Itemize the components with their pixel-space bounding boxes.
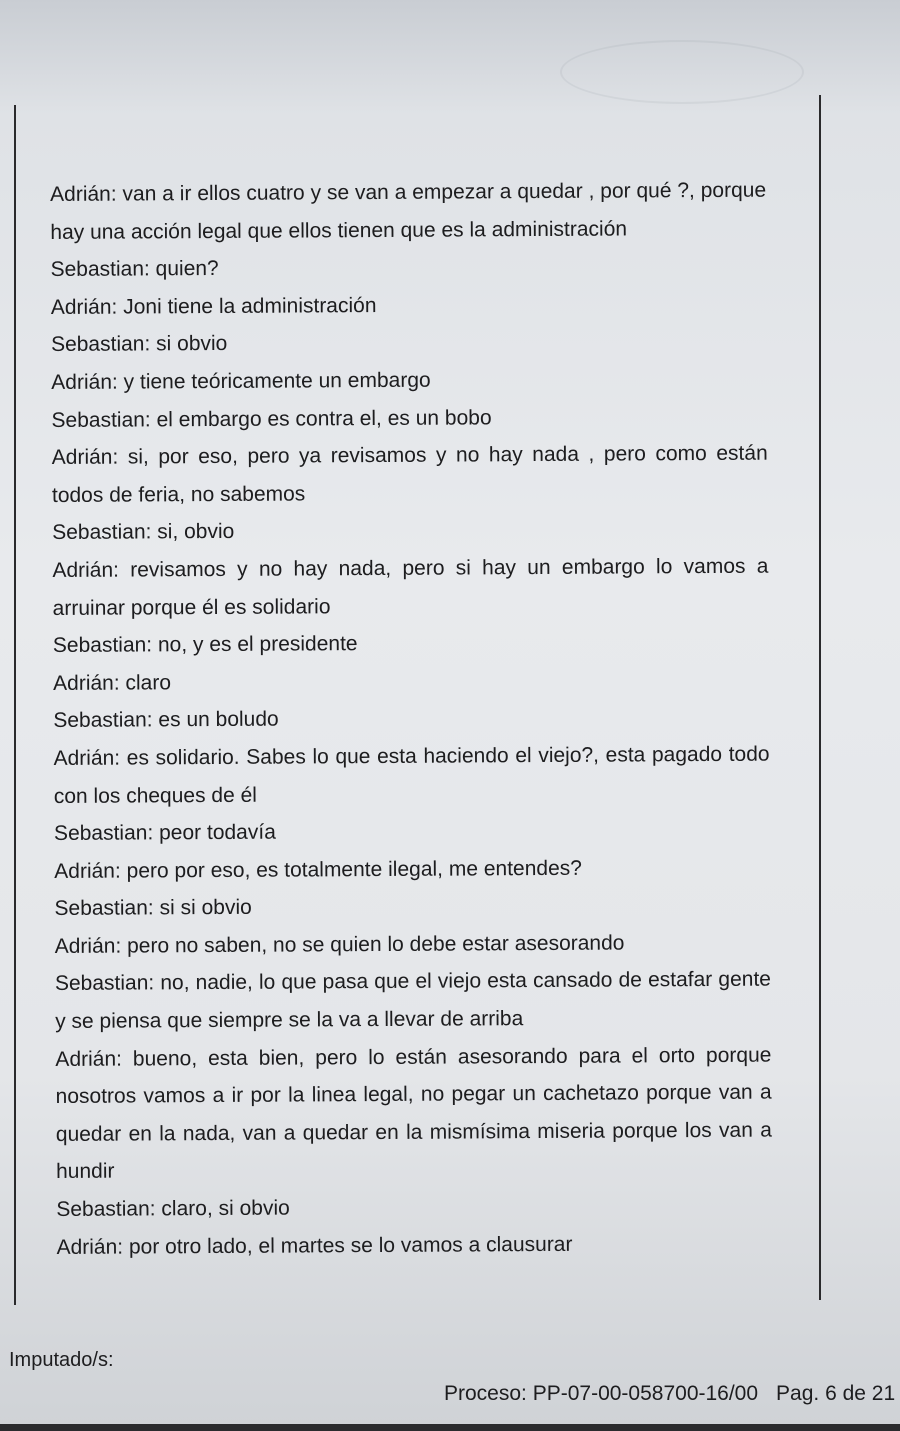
transcript-line: Sebastian: el embargo es contra el, es un bobo xyxy=(51,405,492,432)
transcript-line: Adrián: revisamos y no hay nada, pero si hay un embargo lo vamos a arruinar porque él es solidario xyxy=(52,554,769,620)
transcript-line: Adrián: pero por eso, es totalmente ilegal, me entendes? xyxy=(54,856,582,883)
transcript-line: Adrián: claro xyxy=(53,670,172,695)
imputado-label: Imputado/s: xyxy=(9,1349,114,1371)
transcript-line: Sebastian: quien? xyxy=(50,257,219,282)
frame-right-rule xyxy=(819,95,821,1300)
transcript-line: Adrián: van a ir ellos cuatro y se van a empezar a quedar , por qué ?, porque hay una acción legal que ellos tienen que es la administración xyxy=(50,178,767,244)
transcript-line: Sebastian: es un boludo xyxy=(53,707,279,733)
page-number: Pag. 6 de 21 xyxy=(776,1382,896,1405)
proceso-number: Proceso: PP-07-00-058700-16/00 xyxy=(444,1382,759,1405)
transcript-line: Adrián: bueno, esta bien, pero lo están asesorando para el orto porque nosotros vamos a ir por la linea legal, no pegar un cachetazo porque van a quedar en la nada, van a quedar en la mismísima miseria porque los van a hundir xyxy=(55,1043,772,1184)
transcript-line: Sebastian: si obvio xyxy=(50,332,228,357)
transcript-line: Sebastian: si, obvio xyxy=(52,520,235,545)
transcript-line: Adrián: y tiene teóricamente un embargo xyxy=(51,368,431,394)
transcript-line: Adrián: pero no saben, no se quien lo debe estar asesorando xyxy=(54,931,625,958)
transcript-line: Adrián: por otro lado, el martes se lo vamos a clausurar xyxy=(56,1232,573,1259)
transcript-line: Adrián: es solidario. Sabes lo que esta haciendo el viejo?, esta pagado todo con los cheques de él xyxy=(53,742,770,808)
transcript-line: Sebastian: no, y es el presidente xyxy=(52,632,358,658)
bleed-through-stamp xyxy=(560,40,804,104)
scan-bottom-edge xyxy=(0,1424,900,1431)
transcript-line: Sebastian: claro, si obvio xyxy=(56,1196,290,1222)
footer-proceso xyxy=(444,1382,895,1406)
frame-left-rule xyxy=(14,105,16,1305)
transcript-line: Sebastian: no, nadie, lo que pasa que el viejo esta cansado de estafar gente y se piensa que siempre se la va a llevar de arriba xyxy=(54,968,771,1034)
transcript-line: Adrián: Joni tiene la administración xyxy=(50,293,377,319)
transcript xyxy=(50,172,773,1267)
transcript-line: Sebastian: peor todavía xyxy=(53,820,276,846)
transcript-line: Sebastian: si si obvio xyxy=(54,896,252,921)
transcript-line: Adrián: si, por eso, pero ya revisamos y no hay nada , pero como están todos de feria, no sabemos xyxy=(51,441,768,507)
